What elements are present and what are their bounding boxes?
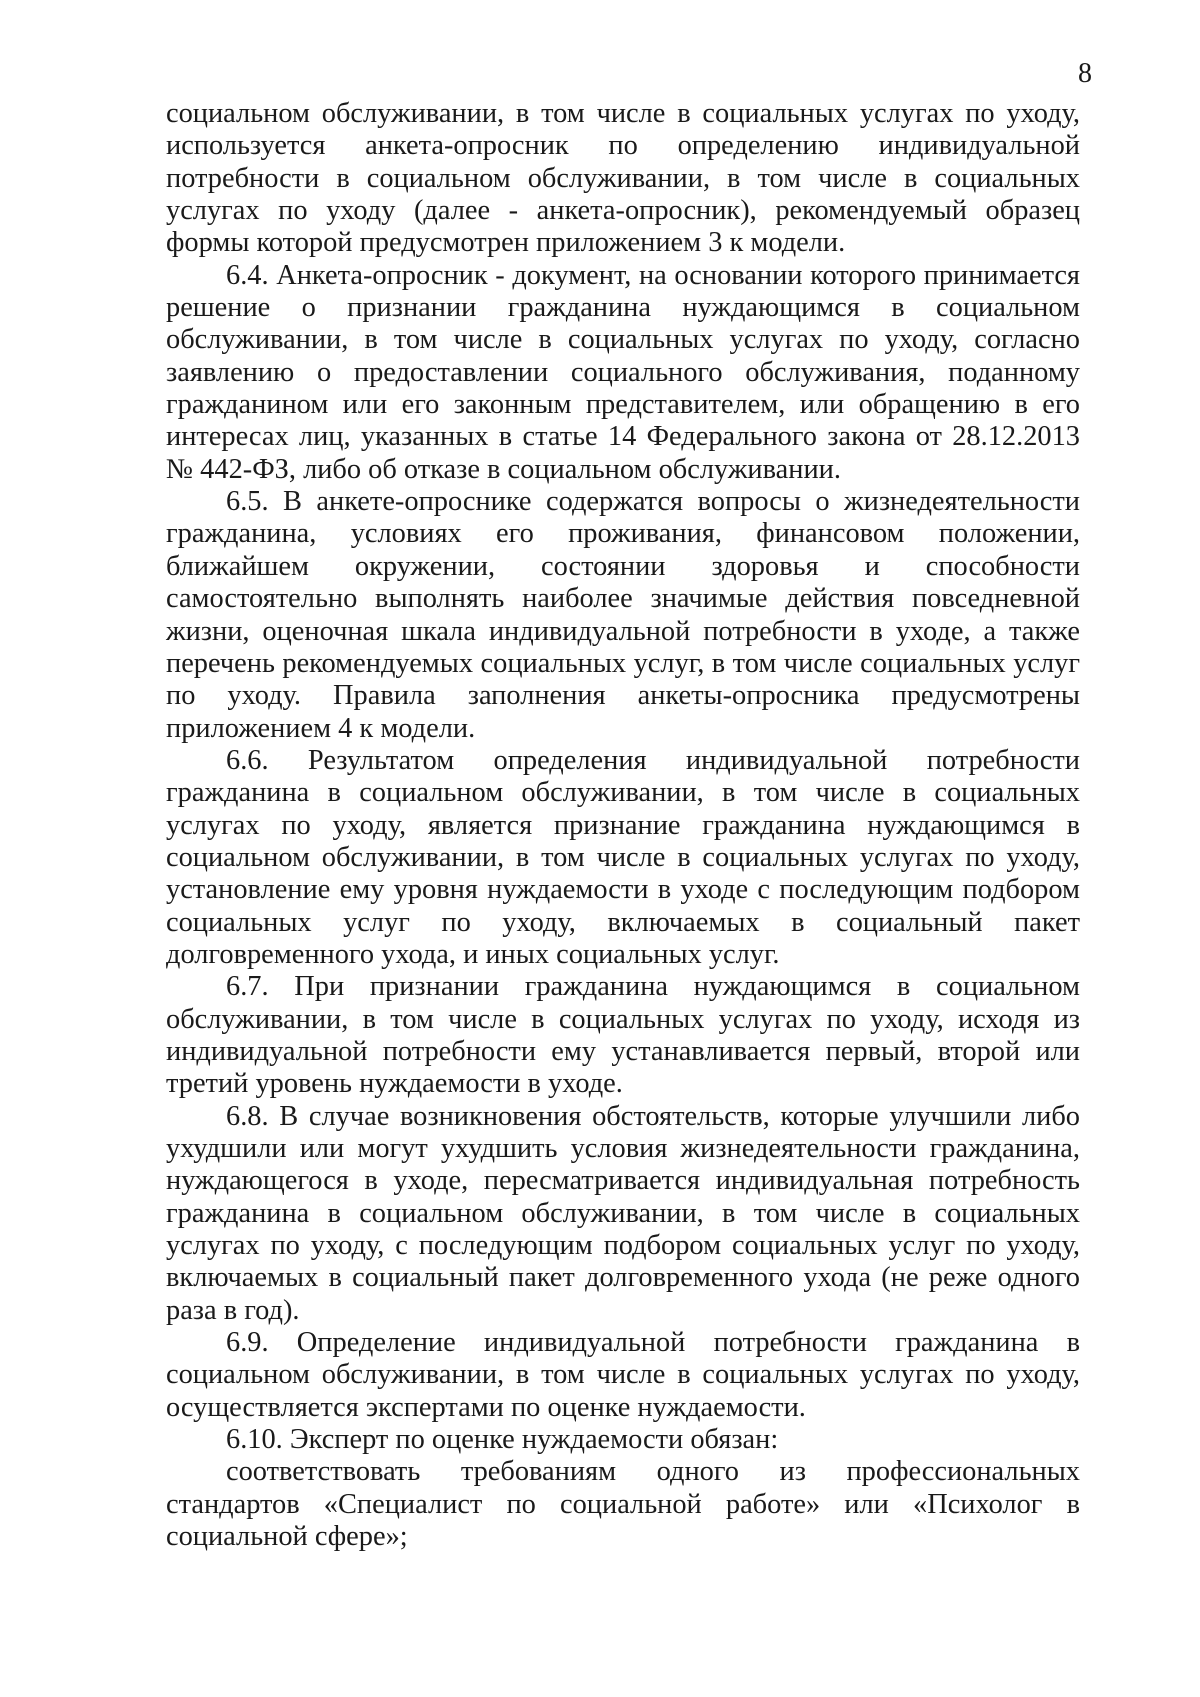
paragraph-6-9: 6.9. Определение индивидуальной потребности гражданина в социальном обслуживании, в том числе в социальных услугах по уходу, осуществляется экспертами по оценке нуждаемости.: [166, 1327, 1080, 1423]
document-body: [166, 98, 1080, 1553]
paragraph-6-5: 6.5. В анкете-опроснике содержатся вопросы о жизнедеятельности гражданина, условиях его проживания, финансовом положении, ближайшем окружении, состоянии здоровья и способности самостоятельно выполнять наиболее значимые действия повседневной жизни, оценочная шкала индивидуальной потребности в уходе, а также перечень рекомендуемых социальных услуг, в том числе социальных услуг по уходу. Правила заполнения анкеты-опросника предусмотрены приложением 4 к модели.: [166, 486, 1080, 744]
paragraph-6-6: 6.6. Результатом определения индивидуальной потребности гражданина в социальном обслуживании, в том числе в социальных услугах по уходу, является признание гражданина нуждающимся в социальном обслуживании, в том числе в социальных услугах по уходу, установление ему уровня нуждаемости в уходе с последующим подбором социальных услуг по уходу, включаемых в социальный пакет долговременного ухода, и иных социальных услуг.: [166, 744, 1080, 970]
paragraph-6-10: 6.10. Эксперт по оценке нуждаемости обязан:: [226, 1424, 779, 1456]
paragraph-continuation: социальном обслуживании, в том числе в социальных услугах по уходу, используется анкета-опросник по определению индивидуальной потребности в социальном обслуживании, в том числе в социальных услугах по уходу (далее - анкета-опросник), рекомендуемый образец формы которой предусмотрен приложением 3 к модели.: [166, 98, 1080, 259]
paragraph-6-8: 6.8. В случае возникновения обстоятельств, которые улучшили либо ухудшили или могут ухудшить условия жизнедеятельности гражданина, нуждающегося в уходе, пересматривается индивидуальная потребность гражданина в социальном обслуживании, в том числе в социальных услугах по уходу, с последующим подбором социальных услуг по уходу, включаемых в социальный пакет долговременного ухода (не реже одного раза в год).: [166, 1100, 1080, 1326]
page-number: 8: [1078, 58, 1092, 89]
paragraph-6-4: 6.4. Анкета-опросник - документ, на основании которого принимается решение о признании гражданина нуждающимся в социальном обслуживании, в том числе в социальных услугах по уходу, согласно заявлению о предоставлении социального обслуживания, поданному гражданином или его законным представителем, или обращению в его интересах лиц, указанных в статье 14 Федерального закона от 28.12.2013 № 442-ФЗ, либо об отказе в социальном обслуживании.: [166, 259, 1080, 485]
paragraph-6-7: 6.7. При признании гражданина нуждающимся в социальном обслуживании, в том числе в социальных услугах по уходу, исходя из индивидуальной потребности ему устанавливается первый, второй или третий уровень нуждаемости в уходе.: [166, 971, 1080, 1100]
paragraph-requirement-item: соответствовать требованиям одного из профессиональных стандартов «Специалист по социальной работе» или «Психолог в социальной сфере»;: [166, 1456, 1080, 1553]
